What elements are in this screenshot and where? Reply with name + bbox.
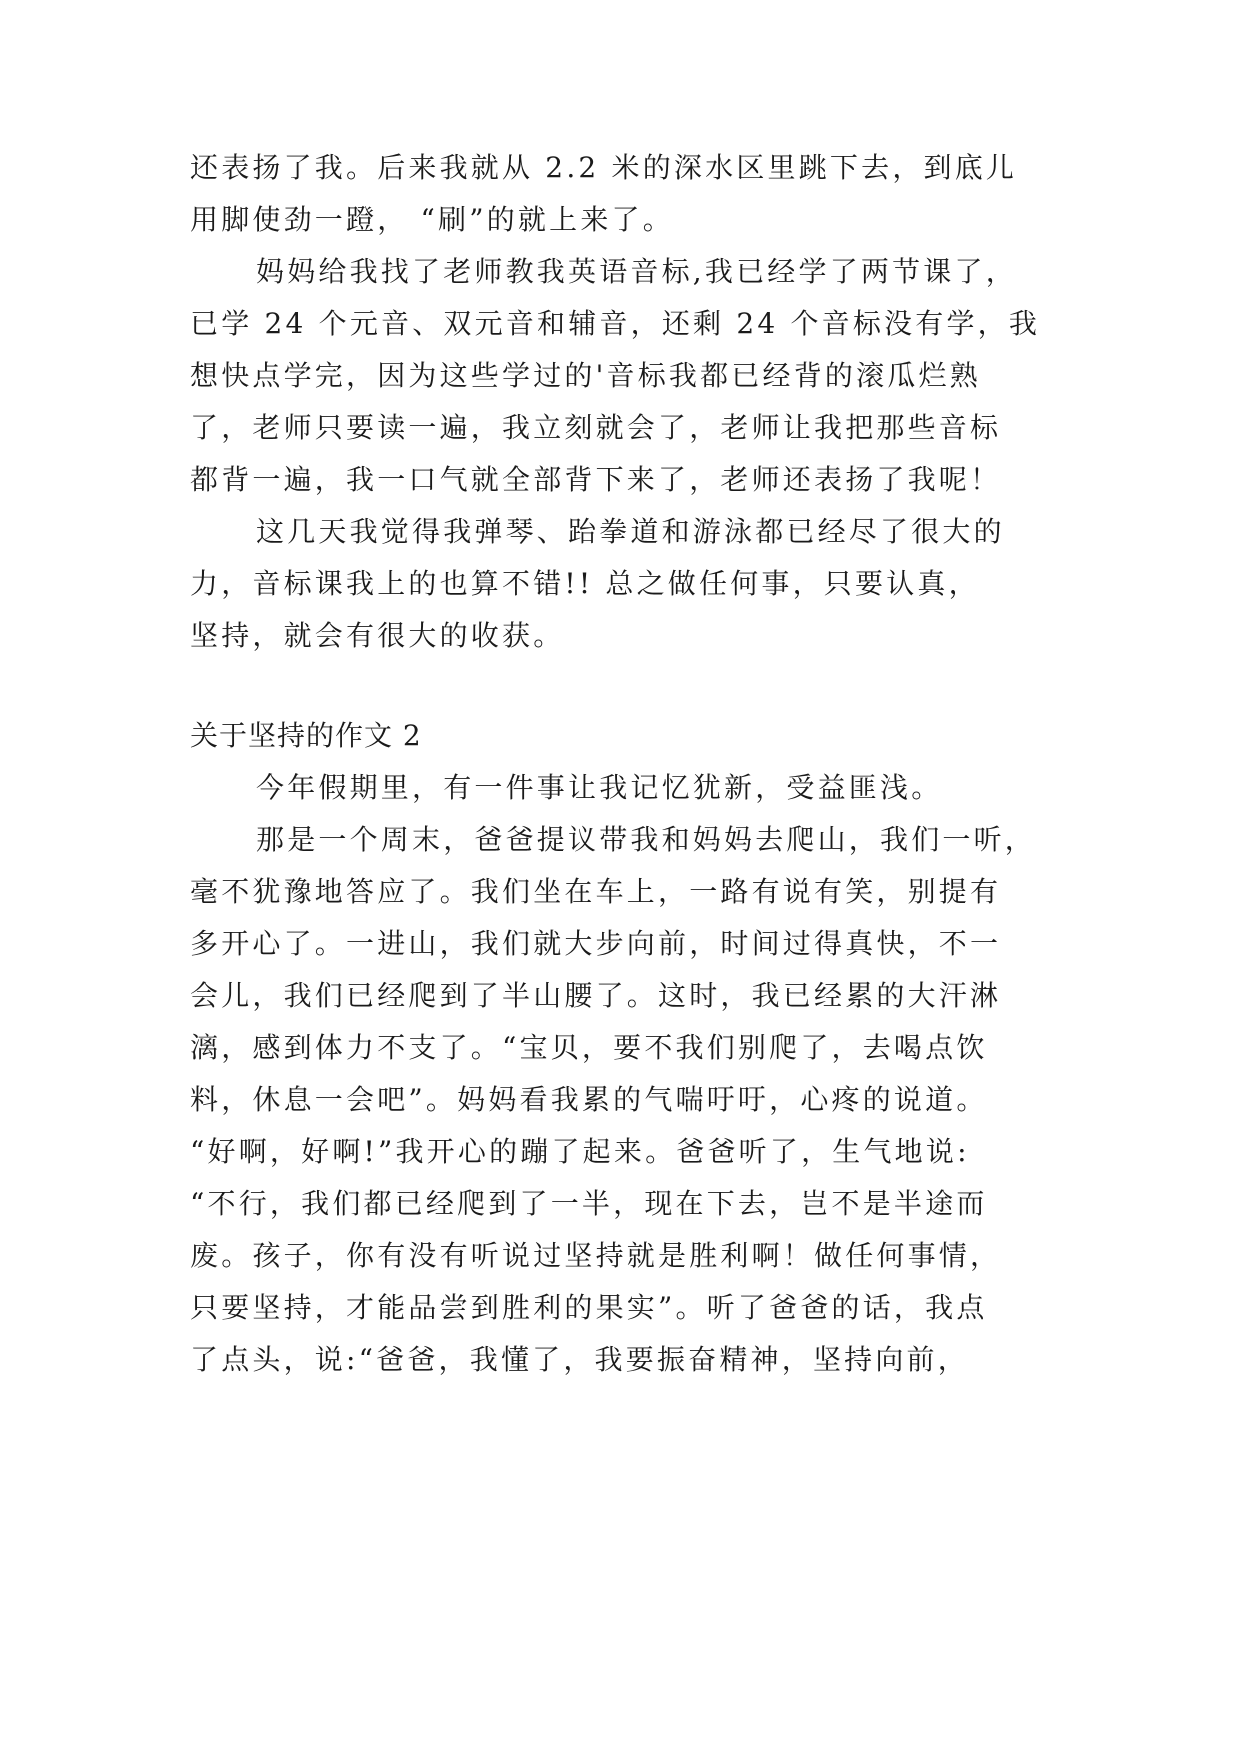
text-line: 想快点学完，因为这些学过的'音标我都已经背的滚瓜烂熟 xyxy=(190,359,981,392)
text-line: 这几天我觉得我弹琴、跆拳道和游泳都已经尽了很大的 xyxy=(256,515,1005,548)
text-line: 坚持，就会有很大的收获。 xyxy=(190,619,565,652)
text-line: “不行，我们都已经爬到了一半，现在下去，岂不是半途而 xyxy=(190,1187,988,1220)
text-line: 今年假期里，有一件事让我记忆犹新，受益匪浅。 xyxy=(256,771,943,804)
text-line: 废。孩子，你有没有听说过坚持就是胜利啊！做任何事情， xyxy=(190,1239,1002,1272)
text-line: 还表扬了我。后来我就从 2.2 米的深水区里跳下去，到底儿 xyxy=(190,151,1018,184)
text-line: 了，老师只要读一遍，我立刻就会了，老师让我把那些音标 xyxy=(190,411,1002,444)
text-line: 已学 24 个元音、双元音和辅音，还剩 24 个音标没有学，我 xyxy=(190,307,1041,340)
section-heading: 关于坚持的作文 2 xyxy=(190,719,422,752)
text-line: 漓，感到体力不支了。“宝贝，要不我们别爬了，去喝点饮 xyxy=(190,1031,988,1064)
text-line: 都背一遍，我一口气就全部背下来了，老师还表扬了我呢！ xyxy=(190,463,1002,496)
text-line: 料，休息一会吧”。妈妈看我累的气喘吁吁，心疼的说道。 xyxy=(190,1083,988,1116)
text-line: 力，音标课我上的也算不错!! 总之做任何事，只要认真， xyxy=(190,567,980,600)
text-line: 了点头，说:“爸爸，我懂了，我要振奋精神，坚持向前， xyxy=(190,1343,969,1376)
text-line: 妈妈给我找了老师教我英语音标,我已经学了两节课了， xyxy=(256,255,1017,288)
text-line: 会儿，我们已经爬到了半山腰了。这时，我已经累的大汗淋 xyxy=(190,979,1002,1012)
text-line: 只要坚持，才能品尝到胜利的果实”。听了爸爸的话，我点 xyxy=(190,1291,988,1324)
text-line: 用脚使劲一蹬， “刷”的就上来了。 xyxy=(190,203,674,236)
text-line: 多开心了。一进山，我们就大步向前，时间过得真快，不一 xyxy=(190,927,1002,960)
text-line: 那是一个周末，爸爸提议带我和妈妈去爬山，我们一听， xyxy=(256,823,1037,856)
text-line: 毫不犹豫地答应了。我们坐在车上，一路有说有笑，别提有 xyxy=(190,875,1002,908)
text-line: “好啊，好啊!”我开心的蹦了起来。爸爸听了，生气地说: xyxy=(190,1135,970,1168)
